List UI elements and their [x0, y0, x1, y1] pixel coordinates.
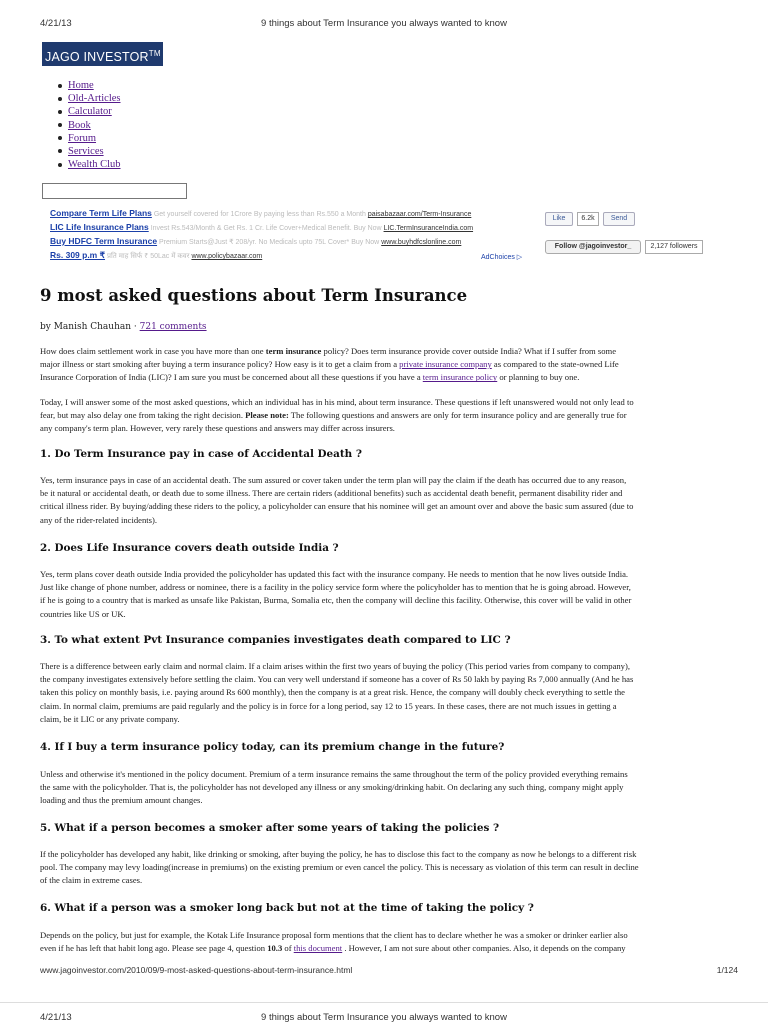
print-title: 9 things about Term Insurance you always wanted to know [261, 1012, 507, 1023]
page-number: 1/124 [716, 965, 738, 975]
print-url: www.jagoinvestor.com/2010/09/9-most-asked-questions-about-term-insurance.html [40, 965, 353, 975]
nav-link-old-articles[interactable]: Old-Articles [68, 93, 121, 105]
text-span: as compared to the state-owned Life [491, 359, 619, 370]
question-heading: 6. What if a person was a smoker long back but not at the time of taking the policy ? [40, 902, 534, 914]
question-heading: 4. If I buy a term insurance policy today, can its premium change in the future? [40, 741, 505, 753]
text-line: If the policyholder has developed any habit, like drinking or smoking, after buying the policy, he has to disclose this fact to the company as now he belongs to a different risk [40, 849, 637, 859]
question-heading: 5. What if a person becomes a smoker after some years of taking the policies ? [40, 822, 500, 834]
ad-item[interactable] [50, 235, 532, 249]
nav-link-services[interactable]: Services [68, 145, 104, 157]
adchoices-link[interactable]: AdChoices ▷ [481, 254, 523, 261]
text-line: Depends on the policy, but just for example, the Kotak Life Insurance proposal form mentions that the client has to declare whether he was a smoker or drinker earlier also [40, 930, 628, 940]
ad-text: Get yourself covered for 1Crore By paying less than Rs.550 a Month [153, 211, 366, 218]
twitter-follow-button[interactable]: Follow @jagoinvestor_ [545, 240, 641, 254]
text-span: The following questions and answers are only for term insurance policy and are generally true for [288, 410, 627, 421]
text-line: of the claim in extreme cases. [40, 875, 143, 886]
text-line: Yes, term plans cover death outside India provided the policyholder has updated this fact with the insurance company. He needs to mention that he now lives outside India. [40, 569, 629, 579]
intro-paragraph [40, 345, 730, 385]
text-line: if he is going to a country that is marked as unsafe like Pakistan, Burma, Somalia etc, then the company will decline this facility. Otherwise, this cover will be valid in other [40, 595, 632, 606]
ad-url[interactable]: paisabazaar.com/Term-Insurance [367, 211, 472, 218]
ad-title[interactable]: Buy HDFC Term Insurance [50, 236, 158, 246]
ad-text: Premium Starts@Just ₹ 208/yr. No Medicals upto 75L Cover* Buy Now [159, 239, 380, 246]
search-input[interactable] [42, 183, 187, 199]
nav-item-forum [58, 132, 121, 145]
answer-paragraph [40, 929, 730, 955]
text-span: even if he has left that habit long ago. Please see page 4, question [40, 943, 268, 954]
ad-item[interactable] [50, 249, 532, 263]
page-divider [0, 1002, 768, 1003]
nav-link-book[interactable]: Book [68, 119, 91, 131]
text-line: be it natural or accidental death, or death due to some illness. There are certain riders (additional benefits) such as accidental death benefit, permanent disability rider and [40, 488, 623, 499]
question-heading: 1. Do Term Insurance pay in case of Accidental Death ? [40, 448, 362, 460]
answer-paragraph [40, 568, 730, 621]
byline-author: by Manish Chauhan · [40, 322, 140, 332]
text-line [40, 942, 730, 955]
text-line: Yes, term insurance pays in case of an accidental death. The sum assured or cover taken under the term plan will pay the claim if the death has occurred due to any reason, [40, 475, 627, 485]
text-line: critical illness rider. By buying/adding these riders to the policy, a policyholder can ensure that his nominee will get an amount over and above the basic sum assured (due to [40, 501, 634, 512]
nav-link-wealth-club[interactable]: Wealth Club [68, 159, 121, 171]
print-title: 9 things about Term Insurance you always wanted to know [261, 18, 507, 29]
print-footer [0, 965, 768, 979]
text-span: policy? Does term insurance provide cover outside India? What if I suffer from some [321, 346, 617, 356]
this-document-link[interactable]: this document [293, 943, 343, 954]
text-line: claim, be it LIC or any private company. [40, 713, 180, 724]
text-line: any of the rider-related incidents). [40, 514, 157, 525]
text-line: the company investigates extensively before settling the claim. You can very well understand if someone has a cover of Rs 50 lakh by paying Rs 7,000 annually (And he has [40, 674, 634, 685]
text-line [40, 371, 730, 384]
facebook-send-button[interactable]: Send [603, 212, 635, 226]
ad-title[interactable]: Rs. 309 p.m ₹ [50, 250, 106, 260]
site-logo[interactable] [42, 42, 163, 66]
ad-item[interactable] [50, 221, 532, 235]
text-span: of [282, 943, 294, 954]
main-nav [58, 79, 121, 171]
comments-link[interactable]: 721 comments [139, 322, 207, 332]
private-insurance-link[interactable]: private insurance company [399, 359, 492, 370]
text-span: major illness or start smoking after buying a term insurance policy? How easy is it to get a claim from a [40, 359, 400, 370]
twitter-follower-count: 2,127 followers [645, 240, 703, 254]
ad-block [50, 207, 532, 263]
ad-title[interactable]: Compare Term Life Plans [50, 208, 152, 218]
print-header [0, 18, 768, 32]
nav-item-home [58, 79, 121, 92]
text-bold: 10.3 [267, 943, 283, 954]
facebook-like-button[interactable]: Like [545, 212, 573, 226]
text-span: or planning to buy one. [497, 372, 580, 383]
text-span: How does claim settlement work in case you have more than one [40, 346, 266, 356]
nav-item-services [58, 145, 121, 158]
print-date: 4/21/13 [40, 18, 72, 29]
text-line: any company's term plan. However, very rarely these questions and answers may differ across insurers. [40, 423, 395, 434]
facebook-like-count: 6.2k [577, 212, 599, 226]
text-line: countries like US or UK. [40, 608, 126, 619]
text-span: Insurance Corporation of India (LIC)? I am sure you must be concerned about all these questions if you have a [40, 372, 423, 383]
text-line: Today, I will answer some of the most asked questions, which an individual has in his mind, about term insurance. These questions if left unanswered would not only lead to [40, 397, 634, 407]
logo-text: JAGO INVESTOR [45, 50, 149, 65]
text-line: Just like change of phone number, address or nominee, there is a facility in the policy service form where the policyholder has to mention that he is going abroad. However, [40, 582, 631, 593]
nav-item-old-articles [58, 92, 121, 105]
text-line: claim. In normal claim, premiums are paid regularly and the policy is in force for a long period, say 12 to 15 years. In these cases, there are not much issues in getting a [40, 700, 617, 711]
text-line: loading and thus the premium amount changes. [40, 795, 203, 806]
ad-title[interactable]: LIC Life Insurance Plans [50, 222, 149, 232]
text-bold: Please note: [245, 410, 289, 421]
text-line [40, 409, 730, 422]
text-span: . However, I am not sure about other companies. Also, it depends on the company [342, 943, 626, 954]
article-title: 9 most asked questions about Term Insurance [40, 286, 468, 305]
nav-item-calculator [58, 105, 121, 118]
question-heading: 2. Does Life Insurance covers death outside India ? [40, 542, 339, 554]
byline [40, 322, 207, 332]
nav-item-book [58, 119, 121, 132]
print-date: 4/21/13 [40, 1012, 72, 1023]
nav-link-calculator[interactable]: Calculator [68, 106, 112, 118]
text-line: Unless and otherwise it's mentioned in the policy document. Premium of a term insurance remains the same throughout the term of the policy provided everything remains [40, 769, 628, 779]
term-insurance-policy-link[interactable]: term insurance policy [422, 372, 498, 383]
text-line [40, 345, 730, 358]
ad-text: प्रति माह सिर्फ ₹ 50Lac में कवर [106, 253, 190, 260]
text-line [40, 358, 730, 371]
answer-paragraph [40, 474, 730, 527]
logo-trademark: TM [148, 49, 161, 58]
text-span: fear, but may also delay one from taking the right decision. [40, 410, 246, 421]
answer-paragraph [40, 848, 730, 888]
nav-link-home[interactable]: Home [68, 80, 94, 91]
answer-paragraph [40, 660, 730, 726]
nav-link-forum[interactable]: Forum [68, 132, 97, 144]
ad-url[interactable]: LIC.TermInsuranceIndia.com [383, 225, 474, 232]
text-line: There is a difference between early claim and normal claim. If a claim arises within the first two years of buying the policy (This period varies from company to company), [40, 661, 630, 671]
text-line: the same with the policyholder. That is, the policyholder has not developed any illness or any smoking/drinking habit. On declaring any such thing, company might apply [40, 782, 624, 793]
text-line: taken this policy on monthly basis, i.e. paying around Rs 600 monthly), then the company is at a great risk. Hence, the company will doubly check everything to settle the [40, 687, 625, 698]
nav-item-wealth-club [58, 158, 121, 171]
ad-item[interactable] [50, 207, 532, 221]
answer-paragraph [40, 768, 730, 808]
text-bold: term insurance [265, 346, 322, 356]
ad-text: Invest Rs.543/Month & Get Rs. 1 Cr. Life Cover+Medical Benefit. Buy Now [150, 225, 382, 232]
ad-url[interactable]: www.policybazaar.com [191, 253, 263, 260]
ad-url[interactable]: www.buyhdfcslonline.com [381, 239, 462, 246]
text-line: pool. The company may levy loading(increase in premiums) on the existing premium or even cancel the policy. This is necessary as violation of this term can result in decline [40, 862, 639, 873]
question-heading: 3. To what extent Pvt Insurance companies investigates death compared to LIC ? [40, 634, 511, 646]
intro-paragraph-2 [40, 396, 730, 436]
